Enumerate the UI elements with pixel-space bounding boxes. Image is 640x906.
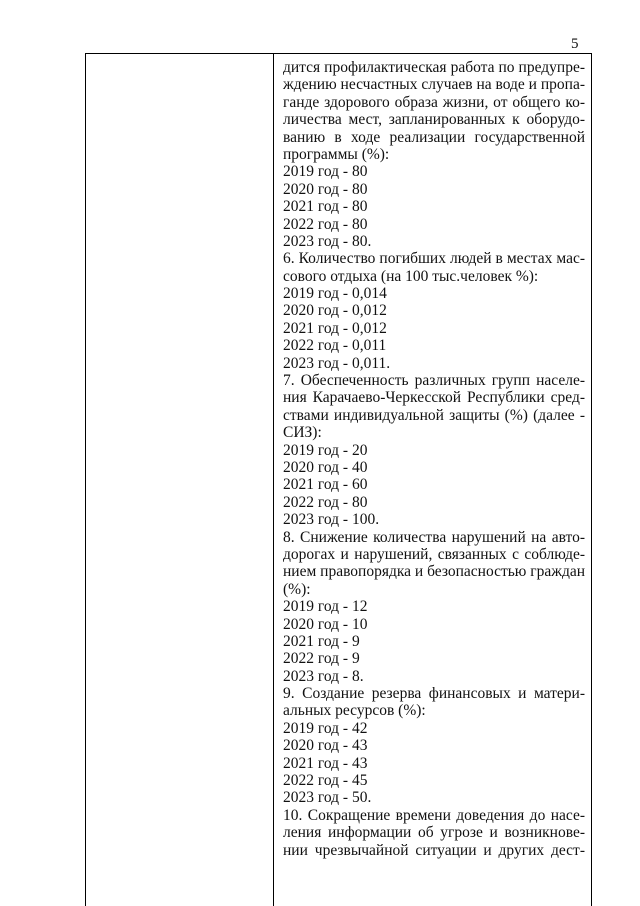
text-line: (%):	[283, 580, 311, 598]
text-line: 2022 год - 0,011	[283, 337, 387, 355]
text-line: 2020 год - 0,012	[283, 302, 387, 320]
text-line: 2019 год - 12	[283, 598, 368, 616]
text-line: 8. Снижение количества нарушений на авто-	[283, 528, 585, 546]
text-line: альных ресурсов (%):	[283, 702, 426, 720]
text-line: 2020 год - 40	[283, 458, 368, 476]
text-line: 2022 год - 45	[283, 772, 368, 790]
text-line: программы (%):	[283, 145, 390, 163]
text-line: 2023 год - 0,011.	[283, 354, 391, 372]
text-line: 2023 год - 8.	[283, 667, 364, 685]
text-line: 2022 год - 80	[283, 493, 368, 511]
table-left-cell	[86, 54, 273, 906]
table-right-cell	[283, 59, 585, 859]
text-line: СИЗ):	[283, 424, 322, 442]
text-line: ления информации об угрозе и возникнове-	[283, 824, 585, 842]
text-line: 2020 год - 80	[283, 180, 368, 198]
text-line: 2020 год - 10	[283, 615, 368, 633]
text-line: 9. Создание резерва финансовых и матери-	[283, 685, 585, 703]
text-line: 2020 год - 43	[283, 737, 368, 755]
text-line: 2019 год - 20	[283, 441, 368, 459]
text-line: личества мест, запланированных к оборудо-	[283, 111, 585, 129]
text-line: 2019 год - 80	[283, 163, 368, 181]
document-table	[85, 53, 592, 906]
text-line: дорогах и нарушений, связанных с соблюде-	[283, 545, 585, 563]
text-line: 2021 год - 43	[283, 754, 368, 772]
text-line: 2023 год - 50.	[283, 789, 372, 807]
text-line: ждению несчастных случаев на воде и пропа-	[283, 76, 585, 94]
text-line: 2022 год - 80	[283, 215, 368, 233]
text-line: 7. Обеспеченность различных групп населе-	[283, 372, 585, 390]
text-line: 6. Количество погибших людей в местах мас-	[283, 250, 585, 268]
text-line: 2023 год - 100.	[283, 511, 380, 529]
text-line: 2021 год - 9	[283, 632, 360, 650]
text-line: нием правопорядка и безопасностью граждан	[283, 563, 586, 581]
text-line: 2019 год - 42	[283, 719, 368, 737]
page-number: 5	[571, 36, 579, 52]
text-line: дится профилактическая работа по предупре-	[283, 59, 585, 76]
text-line: ганде здорового образа жизни, от общего ко-	[283, 93, 585, 111]
text-line: нии чрезвычайной ситуации и других дест-	[283, 841, 585, 859]
text-line: 10. Сокращение времени доведения до насе-	[283, 806, 585, 824]
column-divider	[273, 54, 274, 906]
text-line: 2022 год - 9	[283, 650, 360, 668]
text-line: сового отдыха (на 100 тыс.человек %):	[283, 267, 539, 285]
text-line: ния Карачаево-Черкесской Республики сред-	[283, 389, 585, 407]
text-line: 2021 год - 0,012	[283, 319, 387, 337]
text-line: ванию в ходе реализации государственной	[283, 128, 585, 146]
text-line: 2023 год - 80.	[283, 232, 372, 250]
text-line: ствами индивидуальной защиты (%) (далее -	[283, 406, 585, 424]
text-line: 2021 год - 80	[283, 198, 368, 216]
text-line: 2019 год - 0,014	[283, 285, 387, 303]
text-line: 2021 год - 60	[283, 476, 368, 494]
